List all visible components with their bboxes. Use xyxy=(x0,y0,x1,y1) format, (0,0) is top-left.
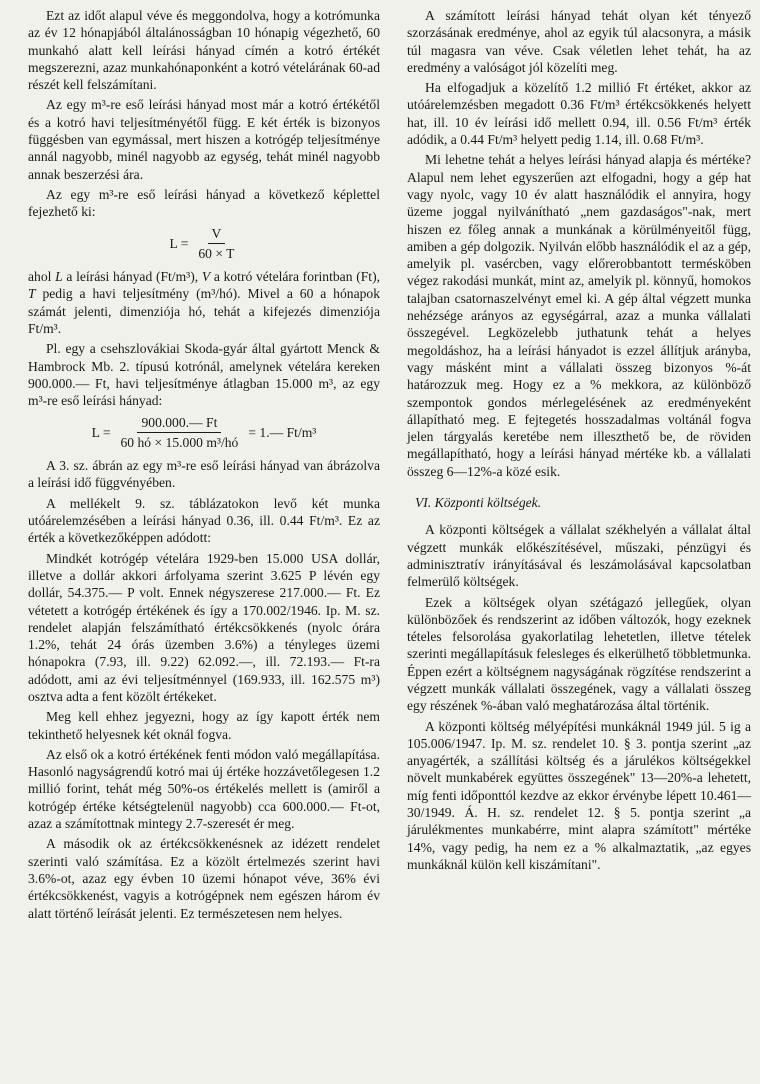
variable-v: V xyxy=(201,269,211,285)
paragraph: Mi lehetne tehát a helyes leírási hányad alapja és mértéke? Alapul nem lehet egyszerűen azt elfogadni, hogy a gép hat vagy nyolc, vagy 10 év alatt használódik el annyira, hogy üzeme joggal nyilvánítható „nem gazdaságos"-nak, mert hiszen ez főleg annak a munkának a körülményeitől függ, amiben a gép dolgozik. Nyilván előbb használódik el az a gép, amelyik pl. vasércben, vagy előrerobbantott termésköben végez rakodási munkát, mint az, amelyik pl. könnyű, homokos talajban csatornaszelvényt emel ki. A gép által végzett munka nehézsége arányos az egységárral, azaz a munka vállalati összegével. Legközelebb juthatunk tehát a helyes megoldáshoz, ha a leírási hányadot is ezzel állítjuk arányba, vagy másként mint a vállalati összeg bizonyos %-át határozzuk meg. Hogy ez a % mekkora, az különböző szempontok gondos mérlegelésének az eredményeként állapítható meg. E fejtegetés hosszadalmas voltánál fogva jelen tárgyalás keretébe nem illeszthető be, de röviden megállapítható, hogy a leírási hányad mértéke kb. a vállalati összeg 6—12%-a közé esik. xyxy=(407,152,751,479)
paragraph: Ezek a költségek olyan szétágazó jellegűek, olyan különbözőek és rendszerint az időben változók, hogy ezeknek tételes felsorolása gyakorlatilag lehetetlen, illetve tételek szerinti megállapításuk felesleges és elkerülhető többletmunka. Éppen ezért a költségnem nagyságának rögzítése rendszerint a végzett munkák vállalati összegének, vagy a vállalati összeg egy részének %-ában való meghatározása által történik. xyxy=(407,594,751,714)
section-heading: VI. Központi költségek. xyxy=(415,495,542,511)
paragraph: Az egy m³-re eső leírási hányad most már a kotró értékétől és a kotró havi teljesítményétől függ. E két érték is bizonyos függésben van egymással, mert hiszen a kotrógép teljesítménye annál nagyobb, minél nagyobb az egység, tehát minél nagyobb annak beszerzési ára. xyxy=(28,97,380,182)
paragraph: A számított leírási hányad tehát olyan két tényező szorzásának eredménye, ahol az egyik túl alacsonyra, a másik túl magasra van véve. Csak véletlen lehet tehát, ha az eredmény a valóságot jól közelíti meg. xyxy=(407,8,751,75)
right-column xyxy=(407,7,751,876)
paragraph: Ezt az időt alapul véve és meggondolva, hogy a kotrómunka az év 12 hónapjából általánosságban 10 hónapig végezhető, 60 munkahó alatt kell leírási hányad címén a kotró értékét megszerezni, azaz munkahónaponként a kotró vételárának 60-ad részét kell felszámítani. xyxy=(28,8,380,93)
left-column xyxy=(28,7,380,925)
formula-example xyxy=(28,414,380,452)
text-run: pedig a havi teljesítmény (m³/hó). Mivel a 60 a hónapok számát jelenti, dimenziója hó, tehát a kifejezés dimenziója Ft/m³. xyxy=(28,286,380,337)
formula-denominator: 60 hó × 15.000 m³/hó xyxy=(120,434,239,450)
paragraph: Ha elfogadjuk a közelítő 1.2 millió Ft értéket, akkor az utóárelemzésben megadott 0.36 Ft/m³ értékcsökkenés helyett hat, ill. 10 év leírási idő mellett 0.94, ill. 0.56 Ft/m³ érték adódik, a 0.44 Ft/m³ helyett pedig 1.14, ill. 0.68 Ft/m³. xyxy=(407,80,751,148)
text-run: a leírási hányad (Ft/m³), xyxy=(62,269,202,285)
text-run: a kotró vételára forintban (Ft), xyxy=(210,269,380,285)
paragraph: A második ok az értékcsökkenésnek az idézett rendelet szerinti való számítása. Ez a közölt értelmezés szerint havi 3.6%-ot, azaz egy évben 10 üzemi hónapot véve, 36% évi értékcsökkenést, vagyis a kotrógépnek nem egészen három év alatt történő leírását jelenti. Ez természetesen nem helyes. xyxy=(28,836,380,921)
formula-lhs: L = xyxy=(169,235,189,251)
paragraph: A központi költség mélyépítési munkáknál 1949 júl. 5 ig a 105.006/1947. Ip. M. sz. rendelet 10. § 3. pontja szerint „az anyagérték, a szállítási költség és a járulékos költségekkel növelt munkabérek együttes összegének" 13—20%-a lehetett, míg fenti időponttól kezdve az ekkor érvénybe lépett 10.461—30/1949. Á. H. sz. rendelet 12. § 5. pontja szerint „a járulékmentes munkabérre, mint alapra számított" mértéke 14%, vagy pedig, ha nem ez a % alkalmaztatik, „az egyes munkáknál külön kell kiszámítani". xyxy=(407,718,751,872)
formula-numerator: V xyxy=(208,225,226,244)
variable-t: T xyxy=(28,286,36,302)
formula-fraction xyxy=(117,414,243,452)
formula-fraction xyxy=(194,225,238,263)
formula-rhs: = 1.— Ft/m³ xyxy=(248,424,317,440)
paragraph: Az első ok a kotró értékének fenti módon való megállapítása. Hasonló nagyságrendű kotró mai új értéke hozzávetőlegesen 1.2 millió forint, tehát még 50%-os értékelés mellett is (amiről a kotrógép értéke kétségtelenül nagyobb) cca 600.000.— Ft-ot, azaz a számítottnak mintegy 2.7-szeresét ér meg. xyxy=(28,746,380,832)
paragraph: Az egy m³-re eső leírási hányad a következő képlettel fejezhető ki: xyxy=(28,186,380,220)
paragraph: Pl. egy a csehszlovákiai Skoda-gyár által gyártott Menck & Hambrock Mb. 2. típusú kotrónál, amelynek vételára kereken 900.000.— Ft, havi teljesítménye átlagban 15.000 m³, az egy m³-re eső leírási hányad: xyxy=(28,341,380,409)
paragraph: Mindkét kotrógép vételára 1929-ben 15.000 USA dollár, illetve a dollár akkori árfolyama szerint 3.625 P lévén egy dollár, 54.375.— P volt. Ennek négyszerese 217.000.— Ft. Ez vétetett a kotrógép értékének és így a 170.002/1946. Ip. M. sz. rendelet alapján felszámítható értékcsökkenés (nyolc órára 1.2%, tehát 24 órás üzemben 3.6%) a tényleges üzemi hónapokra (7.93, ill. 9.22) 62.092.—, ill. 72.193.— Ft-ra adódott, ami az évi teljesítménnyel (169.933, ill. 162.575 m³) osztva adta a fent közölt értékeket. xyxy=(28,550,380,704)
text-run: ahol xyxy=(28,269,56,285)
paragraph-variables xyxy=(28,268,380,337)
formula-denominator: 60 × T xyxy=(198,245,235,261)
paragraph: A központi költségek a vállalat székhelyén a vállalat által végzett munkák előkészítésével, műszaki, pénzügyi és adminisztratív irányításával és leszámolásával kapcsolatban felmerülő költségek. xyxy=(407,522,751,590)
variable-l: L xyxy=(55,269,63,285)
paragraph: Meg kell ehhez jegyezni, hogy az így kapott érték nem tekinthető helyesnek két oknál fogva. xyxy=(28,709,380,742)
formula-depreciation xyxy=(28,225,380,263)
formula-lhs: L = xyxy=(91,424,111,440)
paragraph: A 3. sz. ábrán az egy m³-re eső leírási hányad van ábrázolva a leírási idő függvényében. xyxy=(28,458,380,491)
formula-numerator: 900.000.— Ft xyxy=(137,414,221,433)
paragraph: A mellékelt 9. sz. táblázatokon levő két munka utóárelemzésében a leírási hányad 0.36, ill. 0.44 Ft/m³. Ez az érték a következőképpen adódott: xyxy=(28,495,380,546)
